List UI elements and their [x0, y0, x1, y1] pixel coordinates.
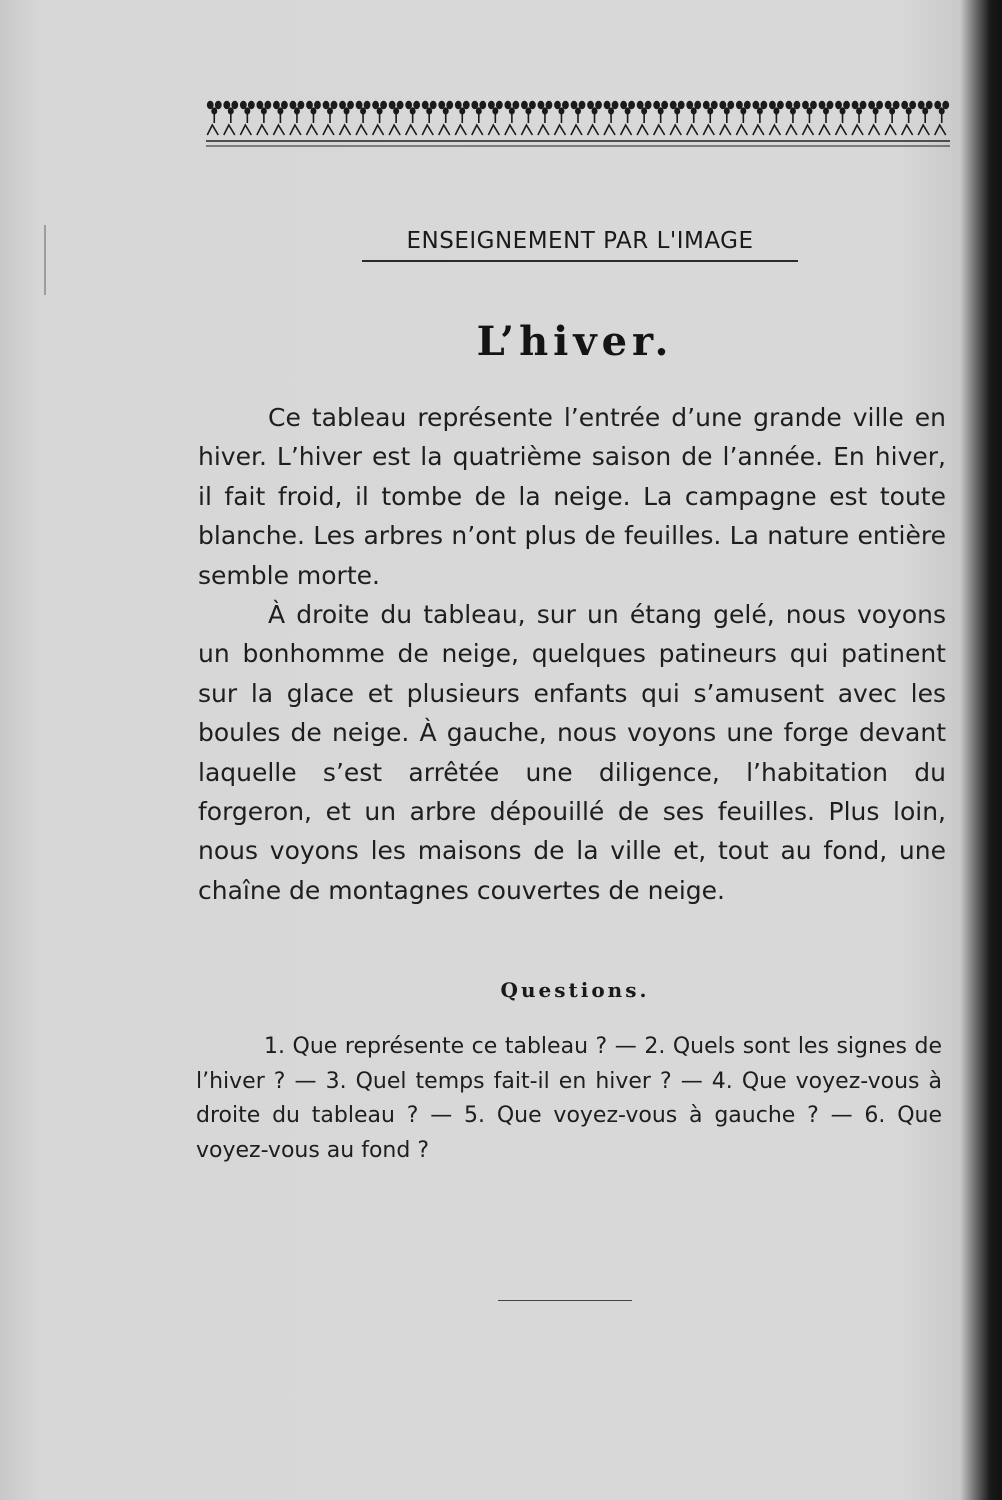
- ornament-curl: [389, 125, 400, 135]
- ornament-flower: [273, 101, 288, 123]
- page-title: L’hiver.: [476, 318, 674, 365]
- ornament-flower: [653, 101, 668, 123]
- ornament-flower: [339, 101, 354, 123]
- ornament-curl: [373, 125, 384, 135]
- ornament-curl: [802, 125, 813, 135]
- ornament-flower: [405, 101, 420, 123]
- ornament-curl: [356, 125, 367, 135]
- ornament-curl: [290, 125, 301, 135]
- ornament-curl: [869, 125, 880, 135]
- ornament-curl: [935, 125, 946, 135]
- floral-border-ornament: [206, 95, 950, 151]
- ornament-curl: [753, 125, 764, 135]
- ornament-curl: [736, 125, 747, 135]
- ornament-flower: [223, 101, 238, 123]
- ornament-flower: [918, 101, 933, 123]
- ornament-curl: [538, 125, 549, 135]
- ornament-curl: [769, 125, 780, 135]
- ornament-flower: [504, 101, 519, 123]
- ornament-curl: [240, 125, 251, 135]
- ornament-curl: [654, 125, 665, 135]
- ornament-flower: [769, 101, 784, 123]
- ornament-flower: [207, 101, 222, 123]
- ornament-curl: [687, 125, 698, 135]
- ornament-flower: [885, 101, 900, 123]
- ornament-flower: [736, 101, 751, 123]
- ornament-curl: [852, 125, 863, 135]
- ornament-curl: [670, 125, 681, 135]
- ornament-flower: [670, 101, 685, 123]
- ornament-flower: [455, 101, 470, 123]
- ornament-curl: [918, 125, 929, 135]
- ornament-curl: [422, 125, 433, 135]
- ornament-flower: [372, 101, 387, 123]
- ornament-flower: [538, 101, 553, 123]
- section-heading: ENSEIGNEMENT PAR L'IMAGE: [362, 228, 798, 262]
- ornament-flower: [703, 101, 718, 123]
- body-text: [198, 398, 946, 910]
- ornament-flower: [323, 101, 338, 123]
- ornament-curl: [902, 125, 913, 135]
- ornament-flower: [686, 101, 701, 123]
- ornament-curl: [406, 125, 417, 135]
- ornament-flower: [587, 101, 602, 123]
- ornament-flower: [571, 101, 586, 123]
- ornament-flower: [819, 101, 834, 123]
- ornament-curl: [224, 125, 235, 135]
- margin-mark: [44, 225, 46, 295]
- ornament-curl: [439, 125, 450, 135]
- end-divider: [498, 1300, 632, 1301]
- questions-heading: Questions.: [500, 978, 650, 1002]
- ornament-curl: [621, 125, 632, 135]
- ornament-curl: [472, 125, 483, 135]
- ornament-curl: [571, 125, 582, 135]
- ornament-flower: [488, 101, 503, 123]
- ornament-flower: [554, 101, 569, 123]
- ornament-flower: [620, 101, 635, 123]
- ornament-curl: [786, 125, 797, 135]
- ornament-curl: [588, 125, 599, 135]
- ornament-flower: [256, 101, 271, 123]
- ornament-flower: [852, 101, 867, 123]
- ornament-flower: [802, 101, 817, 123]
- ornament-curl: [340, 125, 351, 135]
- ornament-curl: [604, 125, 615, 135]
- ornament-curl: [323, 125, 334, 135]
- ornament-flower: [934, 101, 949, 123]
- ornament-curl: [637, 125, 648, 135]
- ornament-curl: [836, 125, 847, 135]
- ornament-flower: [901, 101, 916, 123]
- ornament-flower: [786, 101, 801, 123]
- ornament-curl: [885, 125, 896, 135]
- ornament-flower: [521, 101, 536, 123]
- ornament-curl: [273, 125, 284, 135]
- ornament-curl: [306, 125, 317, 135]
- ornament-curl: [720, 125, 731, 135]
- ornament-curl: [257, 125, 268, 135]
- ornament-curl: [505, 125, 516, 135]
- ornament-curl: [207, 125, 218, 135]
- questions-text: 1. Que représente ce tableau ? — 2. Quels sont les signes de l’hiver ? — 3. Quel temps fait-il en hiver ? — 4. Que voyez-vous à droite du tableau ? — 5. Que voyez-vous à gauche ? — 6. Que voyez-vous au fond ?: [196, 1034, 942, 1163]
- ornament-flower: [752, 101, 767, 123]
- ornament-flower: [422, 101, 437, 123]
- paragraph-1: Ce tableau représente l’entrée d’une grande ville en hiver. L’hiver est la quatrième saison de l’année. En hiver, il fait froid, il tombe de la neige. La campagne est toute blanche. Les arbres n’ont plus de feuilles. La nature entière semble morte.: [198, 403, 946, 590]
- ornament-flower: [356, 101, 371, 123]
- ornament-flower: [604, 101, 619, 123]
- ornament-flower: [719, 101, 734, 123]
- ornament-curl: [819, 125, 830, 135]
- ornament-curl: [455, 125, 466, 135]
- ornament-flower: [835, 101, 850, 123]
- ornament-flower: [240, 101, 255, 123]
- paragraph-2: À droite du tableau, sur un étang gelé, nous voyons un bonhomme de neige, quelques patineurs qui patinent sur la glace et plusieurs enfants qui s’amusent avec les boules de neige. À gauche, nous voyons une forge devant laquelle s’est arrêtée une diligence, l’habitation du forgeron, et un arbre dépouillé de ses feuilles. Plus loin, nous voyons les maisons de la ville et, tout au fond, une chaîne de montagnes couvertes de neige.: [198, 600, 946, 905]
- ornament-curl: [554, 125, 565, 135]
- ornament-flower: [438, 101, 453, 123]
- ornament-flower: [306, 101, 321, 123]
- ornament-curl: [488, 125, 499, 135]
- ornament-flower: [868, 101, 883, 123]
- ornament-flower: [637, 101, 652, 123]
- ornament-flower: [471, 101, 486, 123]
- ornament-curl: [521, 125, 532, 135]
- ornament-curl: [703, 125, 714, 135]
- ornament-flower: [290, 101, 305, 123]
- ornament-flower: [389, 101, 404, 123]
